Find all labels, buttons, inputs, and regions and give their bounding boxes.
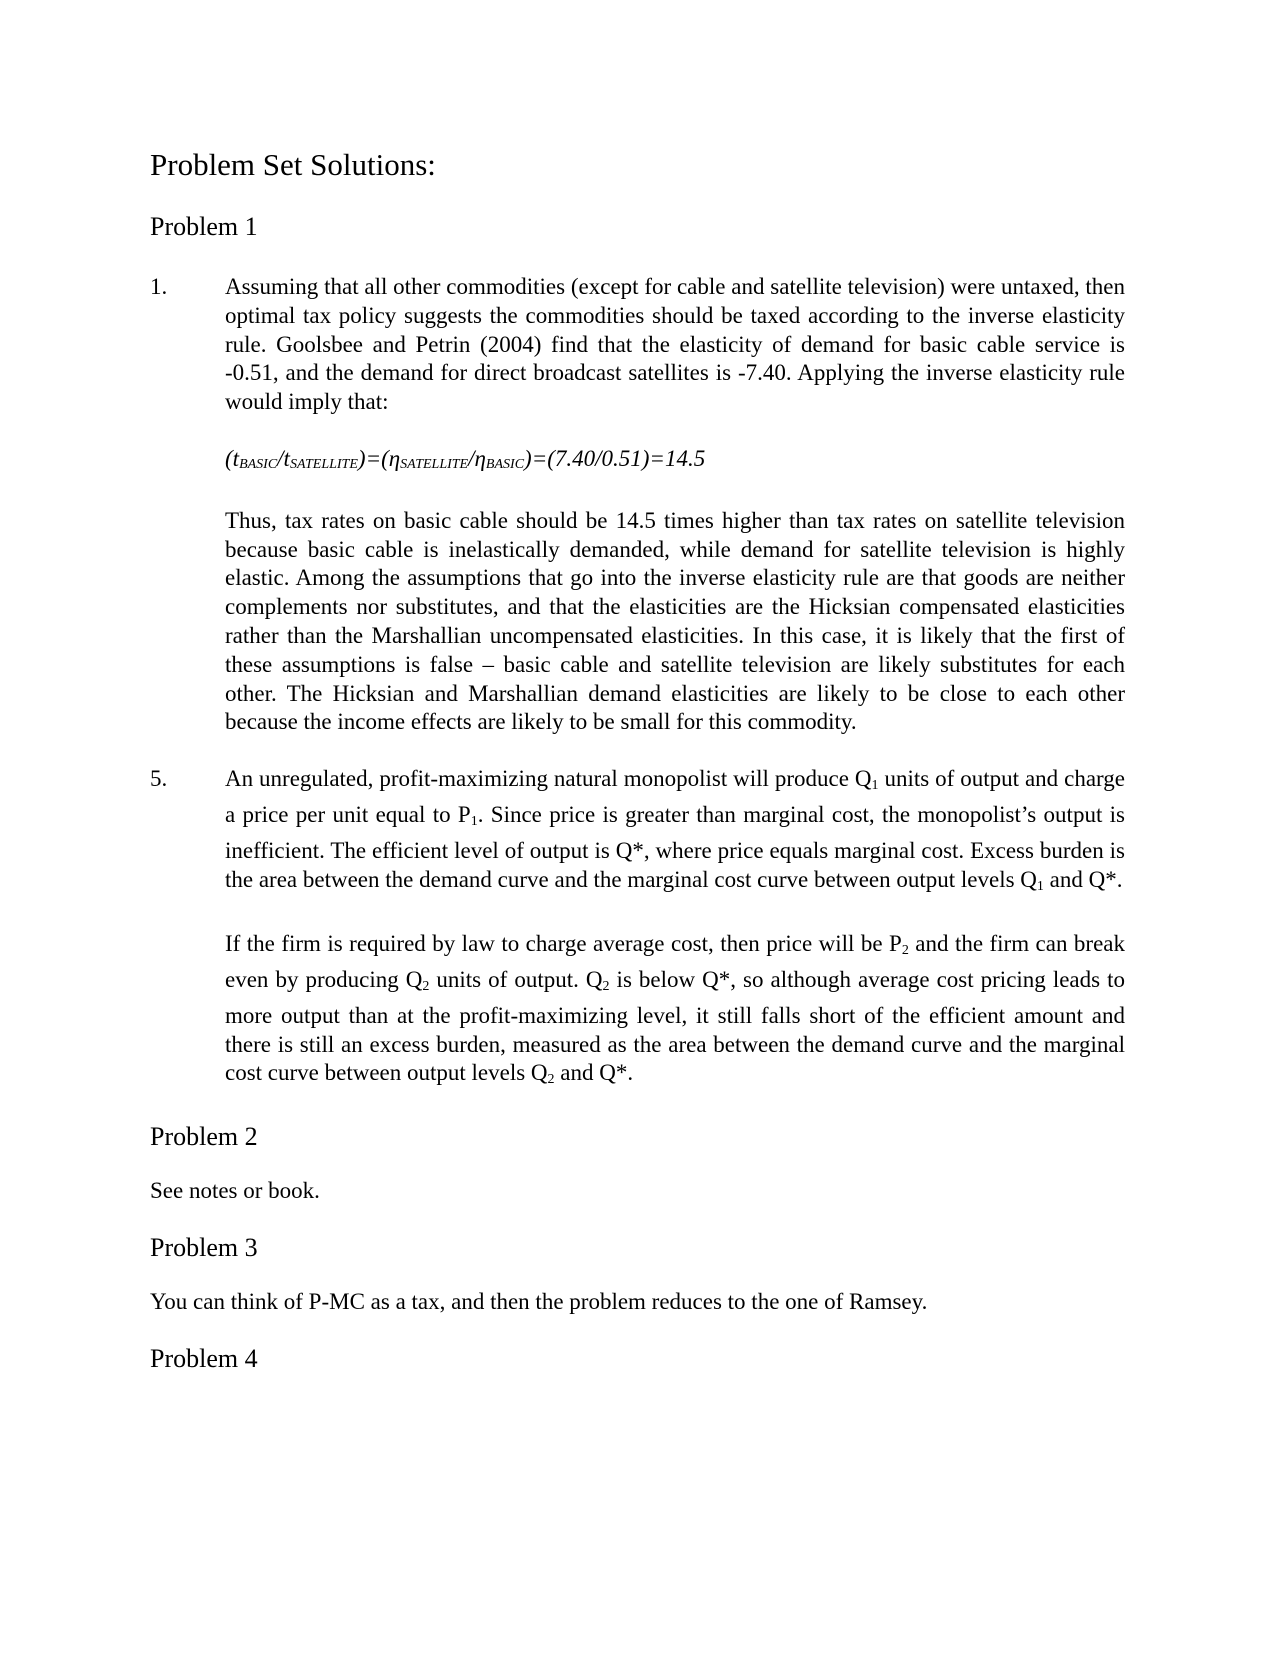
item-number: 5. bbox=[150, 766, 168, 792]
item-1-paragraph-1: Assuming that all other commodities (except for cable and satellite television) were untaxed, then optimal tax policy suggests the commodities should be taxed according to the inverse elasticity rule. Goolsbee and Petrin (2004) find that the elasticity of demand for basic cable service is -0.51, and the demand for direct broadcast satellites is -7.40. Applying the inverse elasticity rule would imply that: bbox=[225, 274, 1125, 415]
problem-1-item-1-continued bbox=[150, 507, 1125, 737]
item-5-paragraph-1: An unregulated, profit-maximizing natural monopolist will produce $Q_1$ units of output and charge a price per unit equal to $P_1$. Since price is greater than marginal cost, the monopolist’s output is inefficient. The efficient level of output is Q*, where price equals marginal cost. Excess burden is the area between the demand curve and the marginal cost curve between output levels $Q_1$ and Q*. bbox=[225, 766, 1125, 894]
item-5-paragraph-2: If the firm is required by law to charge average cost, then price will be $P_2$ and the firm can break even by producing $Q_2$ units of output. $Q_2$ is below Q*, so although average cost pricing leads to more output than at the profit-maximizing level, it still falls short of the efficient amount and there is still an excess burden, measured as the area between the demand curve and the marginal cost curve between output levels $Q_2$ and Q*. bbox=[225, 931, 1126, 1088]
inverse-elasticity-formula: $(t_{BASIC}/t_{SATELLITE})=(\eta_{SATELLITE}/\eta_{BASIC})=(7.40/0.51)=14.5$ bbox=[225, 445, 706, 472]
document-page bbox=[150, 145, 1125, 1375]
problem-2-text: See notes or book. bbox=[150, 1178, 320, 1204]
item-number: 1. bbox=[150, 274, 168, 299]
problem-1-item-1 bbox=[150, 273, 1125, 417]
problem-4-heading: Problem 4 bbox=[150, 1343, 258, 1373]
problem-3-text: You can think of P-MC as a tax, and then the problem reduces to the one of Ramsey. bbox=[150, 1288, 928, 1314]
item-body bbox=[225, 765, 1125, 1095]
problem-2-heading: Problem 2 bbox=[150, 1122, 258, 1152]
item-body bbox=[225, 273, 1125, 417]
problem-1-heading: Problem 1 bbox=[150, 212, 258, 241]
problem-1-item-5 bbox=[150, 765, 1125, 1095]
item-1-paragraph-2: Thus, tax rates on basic cable should be 14.5 times higher than tax rates on satellite television because basic cable is inelastically demanded, while demand for satellite television is highly elastic. Among the assumptions that go into the inverse elasticity rule are that goods are neither complements nor substitutes, and that the elasticities are the Hicksian compensated elasticities rather than the Marshallian uncompensated elasticities. In this case, it is likely that the first of these assumptions is false – basic cable and satellite television are likely substitutes for each other. The Hicksian and Marshallian demand elasticities are likely to be close to each other because the income effects are likely to be small for this commodity. bbox=[225, 507, 1125, 735]
problem-3-heading: Problem 3 bbox=[150, 1232, 258, 1262]
page-title: Problem Set Solutions: bbox=[150, 147, 436, 182]
